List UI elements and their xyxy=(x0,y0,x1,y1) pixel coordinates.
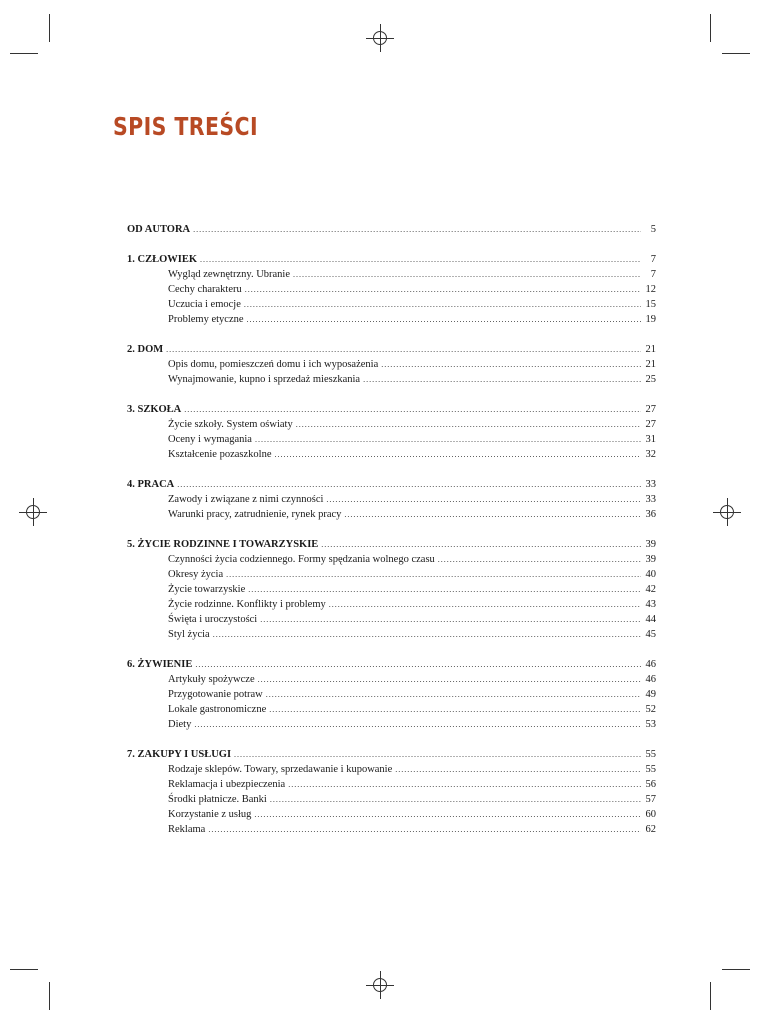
toc-entry-label: Opis domu, pomieszczeń domu i ich wyposażenia xyxy=(168,359,379,370)
toc-entry-label: Zawody i związane z nimi czynności xyxy=(168,494,324,505)
toc-entry-page-number: 27 xyxy=(645,419,656,430)
toc-entry-label: Święta i uroczystości xyxy=(168,614,258,625)
toc-entry-page-number: 42 xyxy=(645,584,656,595)
toc-heading xyxy=(127,657,656,672)
dot-leader xyxy=(363,372,641,387)
dot-leader xyxy=(234,747,641,762)
registration-mark-bottom-icon xyxy=(373,978,387,992)
toc-entry xyxy=(127,597,656,612)
toc-entry xyxy=(127,792,656,807)
toc-entry-page-number: 19 xyxy=(645,314,656,325)
crop-mark-bottom-left-h xyxy=(10,969,38,970)
toc-entry-label: Okresy życia xyxy=(168,569,224,580)
toc-heading-page-number: 39 xyxy=(645,539,656,550)
toc-section xyxy=(127,252,656,327)
crop-mark-bottom-left-v xyxy=(49,982,50,1010)
toc-entry-label: Czynności życia codziennego. Formy spędzania wolnego czasu xyxy=(168,554,435,565)
toc-entry-label: Środki płatnicze. Banki xyxy=(168,794,267,805)
dot-leader xyxy=(438,552,641,567)
toc-heading-label: 7. ZAKUPY I USŁUGI xyxy=(127,749,232,760)
dot-leader xyxy=(255,432,641,447)
crop-mark-bottom-right-h xyxy=(722,969,750,970)
toc-entry-page-number: 56 xyxy=(645,779,656,790)
dot-leader xyxy=(344,507,641,522)
toc-entry xyxy=(127,312,656,327)
toc-entry-label: Rodzaje sklepów. Towary, sprzedawanie i kupowanie xyxy=(168,764,393,775)
toc-heading xyxy=(127,477,656,492)
crop-mark-top-left-h xyxy=(10,53,38,54)
toc-entry-page-number: 36 xyxy=(645,509,656,520)
toc-entry-page-number: 44 xyxy=(645,614,656,625)
registration-mark-left-icon xyxy=(26,505,40,519)
toc-entry xyxy=(127,672,656,687)
toc-entry xyxy=(127,687,656,702)
dot-leader xyxy=(296,417,641,432)
toc-entry-label: Problemy etyczne xyxy=(168,314,244,325)
dot-leader xyxy=(200,252,641,267)
dot-leader xyxy=(258,672,641,687)
toc-heading-page-number: 7 xyxy=(650,254,656,265)
toc-entry-label: Życie rodzinne. Konflikty i problemy xyxy=(168,599,326,610)
dot-leader xyxy=(326,492,641,507)
toc-entry-label: Uczucia i emocje xyxy=(168,299,241,310)
toc-entry-page-number: 46 xyxy=(645,674,656,685)
toc-entry xyxy=(127,432,656,447)
toc-section xyxy=(127,477,656,522)
toc-heading-label: 1. CZŁOWIEK xyxy=(127,254,198,265)
dot-leader xyxy=(213,627,641,642)
dot-leader xyxy=(248,582,641,597)
toc-entry-page-number: 31 xyxy=(645,434,656,445)
dot-leader xyxy=(293,267,641,282)
toc-entry xyxy=(127,807,656,822)
toc-entry-page-number: 33 xyxy=(645,494,656,505)
toc-heading-page-number: 27 xyxy=(645,404,656,415)
toc-entry xyxy=(127,552,656,567)
toc-entry-page-number: 52 xyxy=(645,704,656,715)
toc-heading xyxy=(127,252,656,267)
toc-section xyxy=(127,657,656,732)
toc-entry xyxy=(127,297,656,312)
dot-leader xyxy=(270,792,641,807)
dot-leader xyxy=(244,297,641,312)
toc-entry-page-number: 21 xyxy=(645,359,656,370)
toc-entry-page-number: 25 xyxy=(645,374,656,385)
toc-entry xyxy=(127,822,656,837)
dot-leader xyxy=(208,822,641,837)
toc-entry xyxy=(127,762,656,777)
toc-entry-page-number: 15 xyxy=(645,299,656,310)
table-of-contents xyxy=(127,222,656,852)
toc-heading xyxy=(127,537,656,552)
toc-entry-page-number: 45 xyxy=(645,629,656,640)
toc-entry-page-number: 55 xyxy=(645,764,656,775)
toc-entry xyxy=(127,357,656,372)
toc-entry-page-number: 39 xyxy=(645,554,656,565)
toc-entry-label: Artykuły spożywcze xyxy=(168,674,255,685)
toc-heading xyxy=(127,747,656,762)
dot-leader xyxy=(260,612,641,627)
toc-entry xyxy=(127,717,656,732)
toc-entry-page-number: 7 xyxy=(650,269,656,280)
toc-entry-label: Diety xyxy=(168,719,192,730)
toc-entry-label: Reklamacja i ubezpieczenia xyxy=(168,779,286,790)
dot-leader xyxy=(245,282,641,297)
crop-mark-top-right-v xyxy=(710,14,711,42)
dot-leader xyxy=(184,402,641,417)
toc-entry-label: Przygotowanie potraw xyxy=(168,689,263,700)
dot-leader xyxy=(166,342,641,357)
toc-heading xyxy=(127,222,656,237)
dot-leader xyxy=(395,762,641,777)
toc-heading-page-number: 33 xyxy=(645,479,656,490)
dot-leader xyxy=(381,357,641,372)
toc-entry xyxy=(127,567,656,582)
toc-section xyxy=(127,222,656,237)
toc-entry-label: Życie towarzyskie xyxy=(168,584,246,595)
toc-section xyxy=(127,342,656,387)
dot-leader xyxy=(193,222,641,237)
toc-entry-page-number: 32 xyxy=(645,449,656,460)
dot-leader xyxy=(177,477,641,492)
toc-section xyxy=(127,402,656,462)
dot-leader xyxy=(288,777,641,792)
toc-entry xyxy=(127,372,656,387)
dot-leader xyxy=(226,567,641,582)
toc-heading-page-number: 46 xyxy=(645,659,656,670)
toc-heading-page-number: 5 xyxy=(650,224,656,235)
dot-leader xyxy=(195,657,641,672)
toc-section xyxy=(127,537,656,642)
toc-heading-label: 6. ŻYWIENIE xyxy=(127,659,193,670)
dot-leader xyxy=(329,597,641,612)
toc-entry-page-number: 49 xyxy=(645,689,656,700)
toc-entry-label: Wynajmowanie, kupno i sprzedaż mieszkania xyxy=(168,374,361,385)
toc-entry xyxy=(127,627,656,642)
toc-heading xyxy=(127,402,656,417)
toc-heading-label: 3. SZKOŁA xyxy=(127,404,182,415)
toc-entry-label: Życie szkoły. System oświaty xyxy=(168,419,293,430)
toc-heading-label: 2. DOM xyxy=(127,344,164,355)
dot-leader xyxy=(254,807,641,822)
toc-entry-page-number: 62 xyxy=(645,824,656,835)
dot-leader xyxy=(275,447,642,462)
toc-heading-label: OD AUTORA xyxy=(127,224,191,235)
toc-entry-label: Styl życia xyxy=(168,629,210,640)
toc-entry xyxy=(127,612,656,627)
toc-entry-page-number: 12 xyxy=(645,284,656,295)
crop-mark-top-left-v xyxy=(49,14,50,42)
page-title: SPIS TREŚCI xyxy=(113,112,259,141)
toc-entry-page-number: 60 xyxy=(645,809,656,820)
toc-heading xyxy=(127,342,656,357)
toc-entry-page-number: 57 xyxy=(645,794,656,805)
dot-leader xyxy=(321,537,641,552)
toc-entry-page-number: 43 xyxy=(645,599,656,610)
toc-section xyxy=(127,747,656,837)
toc-entry-label: Cechy charakteru xyxy=(168,284,242,295)
registration-mark-right-icon xyxy=(720,505,734,519)
toc-entry-label: Oceny i wymagania xyxy=(168,434,252,445)
toc-entry xyxy=(127,777,656,792)
dot-leader xyxy=(194,717,641,732)
toc-entry xyxy=(127,582,656,597)
toc-entry xyxy=(127,267,656,282)
toc-entry xyxy=(127,702,656,717)
dot-leader xyxy=(266,687,641,702)
toc-entry-label: Wygląd zewnętrzny. Ubranie xyxy=(168,269,291,280)
crop-mark-bottom-right-v xyxy=(710,982,711,1010)
toc-heading-page-number: 21 xyxy=(645,344,656,355)
toc-heading-label: 5. ŻYCIE RODZINNE I TOWARZYSKIE xyxy=(127,539,319,550)
toc-entry-label: Reklama xyxy=(168,824,206,835)
dot-leader xyxy=(269,702,641,717)
toc-entry-label: Lokale gastronomiczne xyxy=(168,704,267,715)
toc-entry xyxy=(127,447,656,462)
registration-mark-top-icon xyxy=(373,31,387,45)
toc-entry-page-number: 40 xyxy=(645,569,656,580)
toc-heading-page-number: 55 xyxy=(645,749,656,760)
crop-mark-top-right-h xyxy=(722,53,750,54)
toc-entry xyxy=(127,507,656,522)
toc-entry-label: Kształcenie pozaszkolne xyxy=(168,449,272,460)
toc-entry-label: Warunki pracy, zatrudnienie, rynek pracy xyxy=(168,509,342,520)
toc-entry-page-number: 53 xyxy=(645,719,656,730)
toc-entry-label: Korzystanie z usług xyxy=(168,809,252,820)
toc-entry xyxy=(127,417,656,432)
toc-heading-label: 4. PRACA xyxy=(127,479,175,490)
dot-leader xyxy=(247,312,641,327)
toc-entry xyxy=(127,282,656,297)
toc-entry xyxy=(127,492,656,507)
